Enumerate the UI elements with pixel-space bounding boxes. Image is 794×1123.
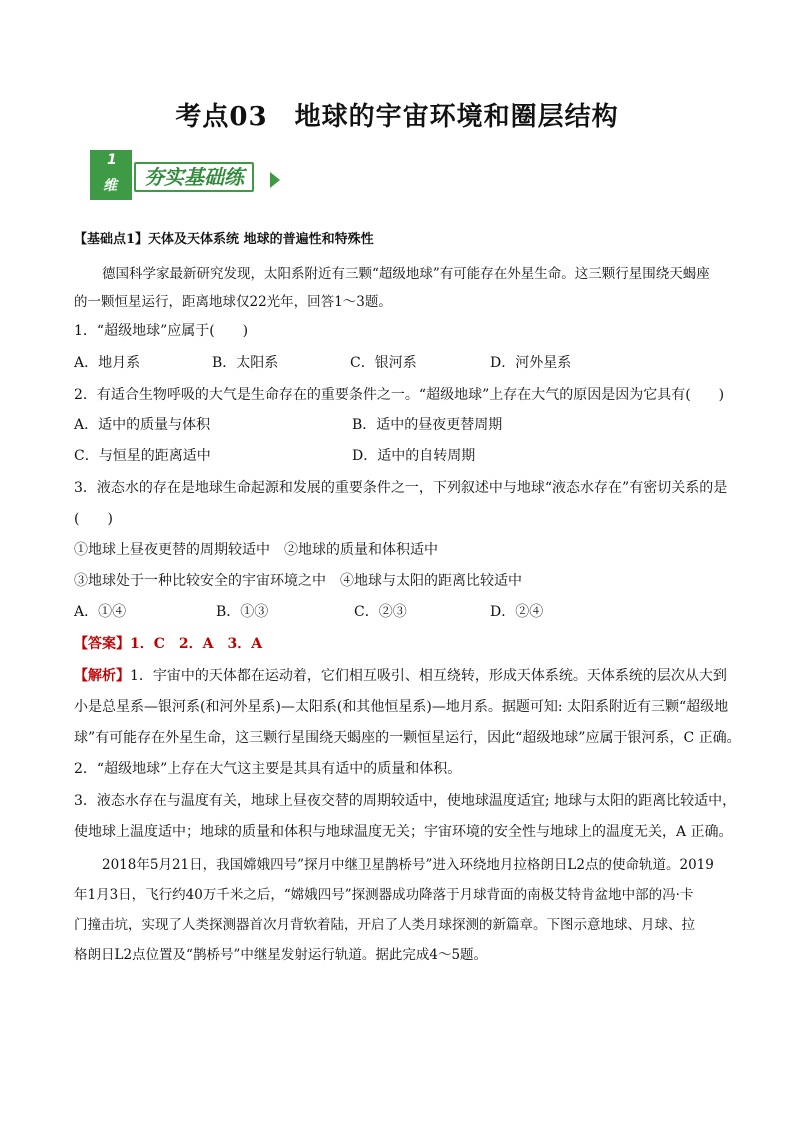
q3-statement-1: ①地球上昼夜更替的周期较适中 ②地球的质量和体积适中 xyxy=(74,542,438,558)
question-2: 2．有适合生物呼吸的大气是生命存在的重要条件之一。“超级地球”上存在大气的原因是因为它具有( ) xyxy=(74,387,725,403)
q1-option-d: D．河外星系 xyxy=(490,355,572,371)
answer-line xyxy=(74,633,262,653)
q1-option-b: B．太阳系 xyxy=(212,355,279,371)
q2-option-a: A．适中的质量与体积 xyxy=(74,417,211,433)
section-heading: 【基础点1】天体及天体系统 地球的普遍性和特殊性 xyxy=(74,232,374,247)
q2-option-b: B．适中的昼夜更替周期 xyxy=(352,417,503,433)
page-title: 考点03 地球的宇宙环境和圈层结构 xyxy=(175,102,619,132)
intro-line-2: 的一颗恒星运行，距离地球仅22光年，回答1～3题。 xyxy=(74,294,392,310)
badge-arrow-icon xyxy=(270,172,280,188)
analysis-1-text-1: 1．宇宙中的天体都在运动着，它们相互吸引、相互绕转，形成天体系统。天体系统的层次从大到 xyxy=(130,668,727,684)
analysis-1-text-2: 小是总星系—银河系(和河外星系)—太阳系(和其他恒星系)—地月系。据题可知: 太阳系附近有三颗“超级地 xyxy=(74,699,729,715)
q3-option-c: C．②③ xyxy=(354,604,407,620)
analysis-line-1 xyxy=(74,665,727,685)
q3-statement-2: ③地球处于一种比较安全的宇宙环境之中 ④地球与太阳的距离比较适中 xyxy=(74,573,522,589)
analysis-3-text-1: 3．液态水存在与温度有关，地球上昼夜交替的周期较适中，使地球温度适宜; 地球与太阳的距离比较适中， xyxy=(74,793,737,809)
q2-option-d: D．适中的自转周期 xyxy=(352,448,476,464)
badge-number: 1 xyxy=(107,152,117,168)
q2-option-c: C．与恒星的距离适中 xyxy=(74,448,211,464)
passage-2-line-4: 格朗日L2点位置及“鹊桥号”中继星发射运行轨道。据此完成4～5题。 xyxy=(74,947,488,963)
answer-label: 【答案】 xyxy=(74,636,130,652)
q3-option-b: B．①③ xyxy=(216,604,269,620)
q3-option-a: A．①④ xyxy=(74,604,127,620)
analysis-2-text: 2．“超级地球”上存在大气这主要是其具有适中的质量和体积。 xyxy=(74,761,462,777)
question-1: 1．“超级地球”应属于( ) xyxy=(74,323,249,339)
passage-2-line-3: 门撞击坑，实现了人类探测器首次月背软着陆，开启了人类月球探测的新篇章。下图示意地球、月球、拉 xyxy=(74,917,695,933)
analysis-label: 【解析】 xyxy=(74,668,130,684)
analysis-1-text-3: 球”有可能存在外星生命，这三颗行星围绕天蝎座的一颗恒星运行，因此“超级地球”应属于银河系，C 正确。 xyxy=(74,730,741,746)
badge-label: 夯实基础练 xyxy=(134,162,254,192)
q1-option-a: A．地月系 xyxy=(74,355,141,371)
intro-line-1: 德国科学家最新研究发现，太阳系附近有三颗“超级地球”有可能存在外星生命。这三颗行星围绕天蝎座 xyxy=(102,266,710,282)
q3-option-d: D．②④ xyxy=(490,604,544,620)
analysis-3-text-2: 使地球上温度适中；地球的质量和体积与地球温度无关；宇宙环境的安全性与地球上的温度无关，A 正确。 xyxy=(74,824,733,840)
answer-text: 1．C 2．A 3．A xyxy=(130,636,263,652)
passage-2-line-2: 年1月3日，飞行约40万千米之后，“嫦娥四号”探测器成功降落于月球背面的南极艾特肯盆地中部的冯·卡 xyxy=(74,887,694,903)
section-badge xyxy=(90,150,290,200)
badge-wei: 维 xyxy=(103,178,117,194)
badge-number-block xyxy=(90,150,132,200)
passage-2-line-1: 2018年5月21日，我国嫦娥四号”探月中继卫星鹊桥号”进入环绕地月拉格朗日L2点的使命轨道。2019 xyxy=(102,857,714,873)
q1-option-c: C．银河系 xyxy=(350,355,417,371)
question-3-line-2: ( ) xyxy=(74,511,113,527)
question-3-line-1: 3．液态水的存在是地球生命起源和发展的重要条件之一，下列叙述中与地球“液态水存在”有密切关系的是 xyxy=(74,480,728,496)
